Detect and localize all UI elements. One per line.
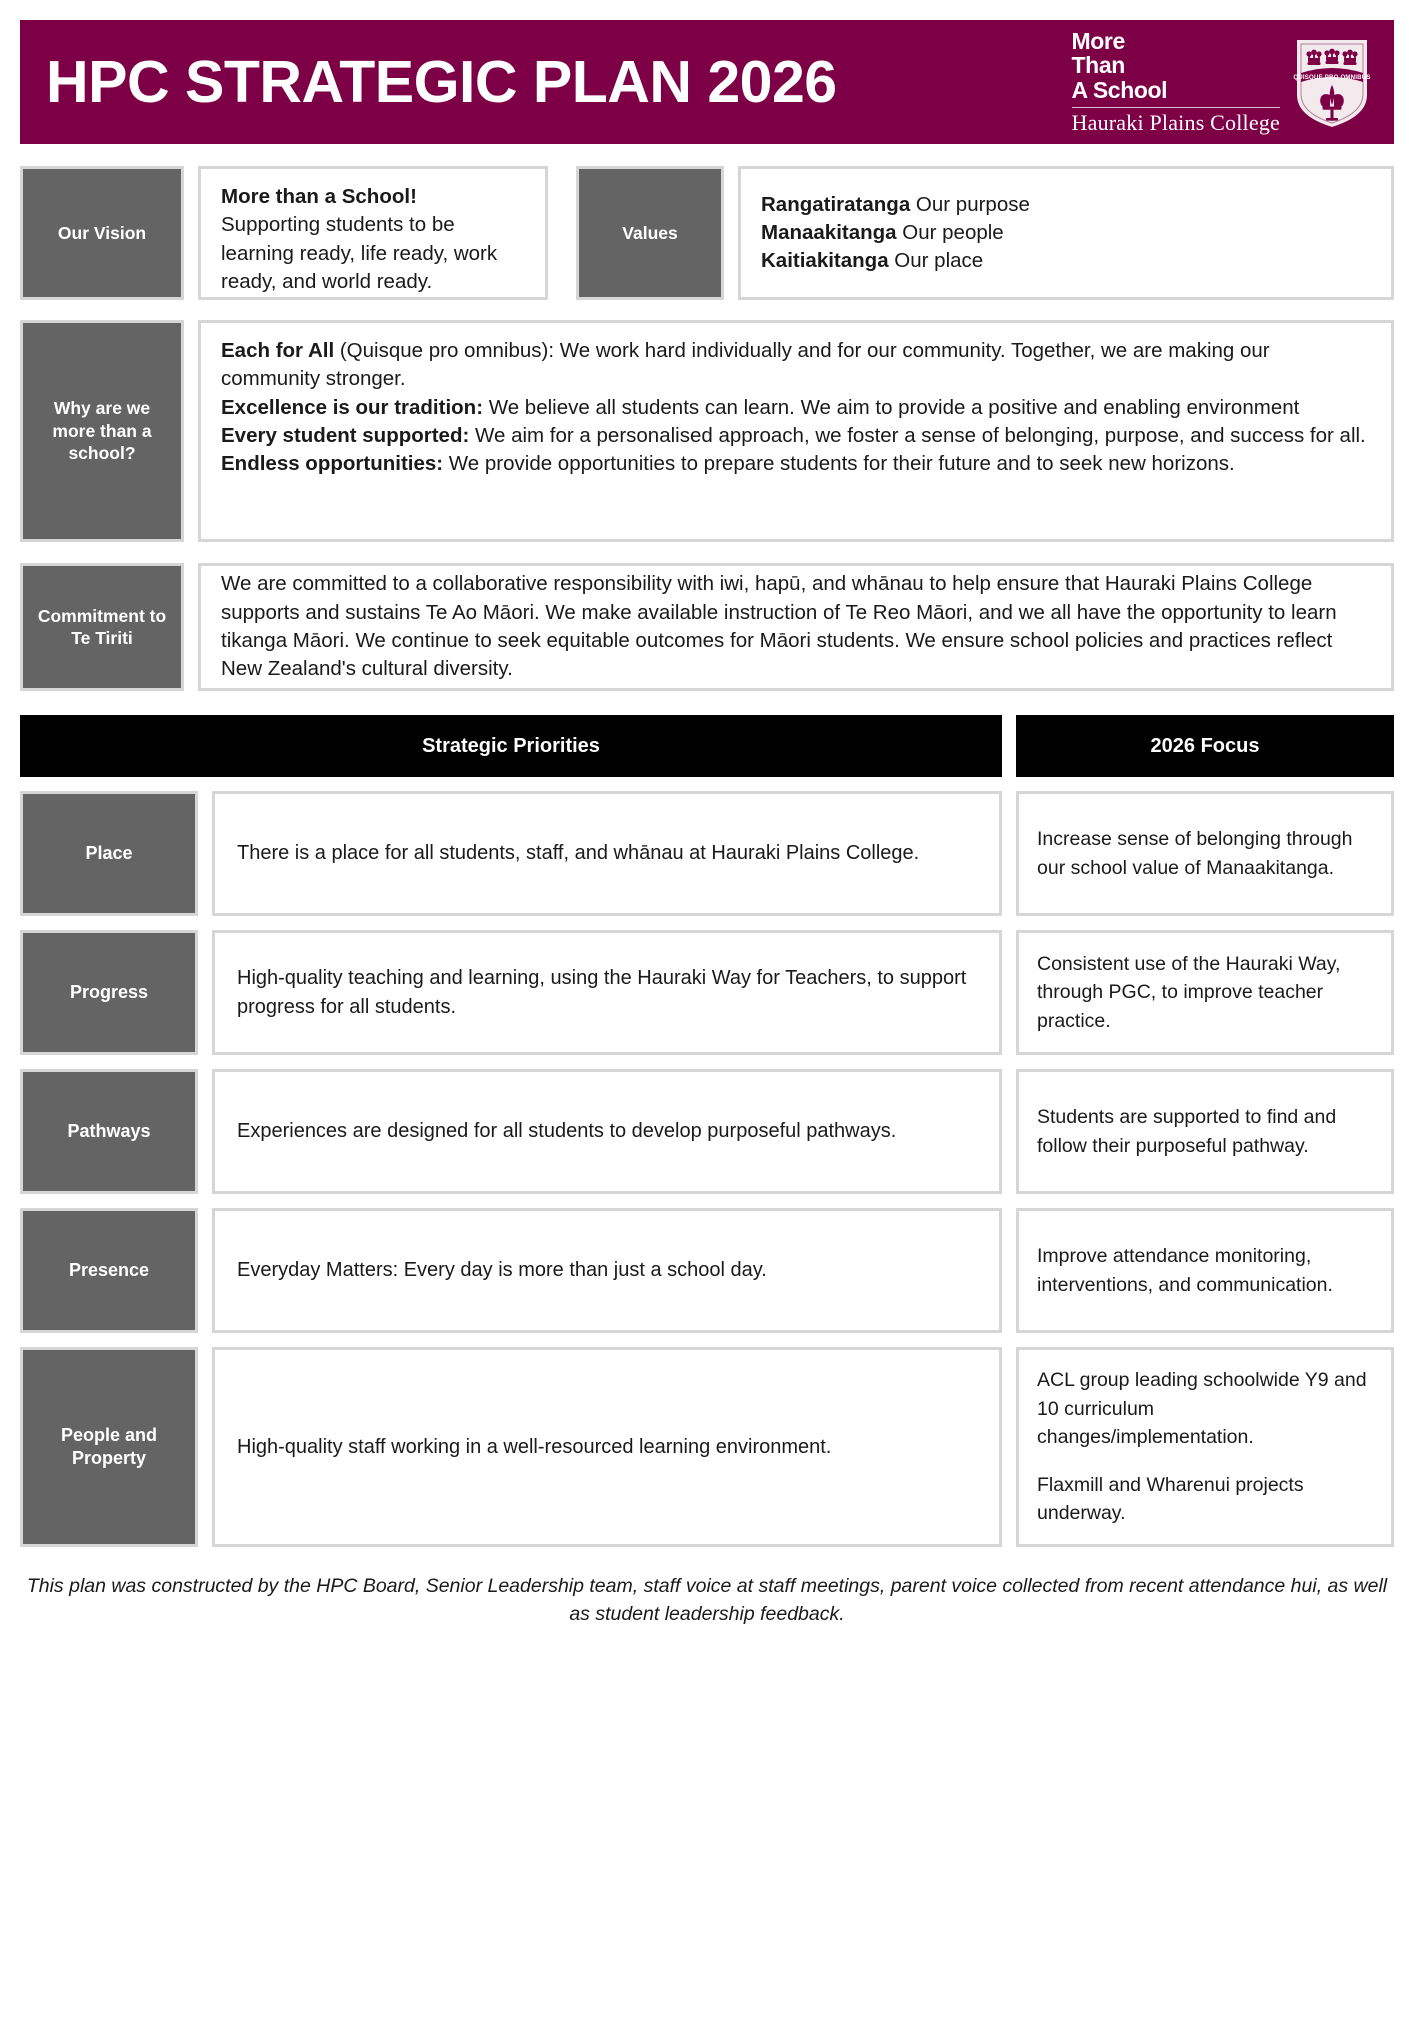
tiriti-row [20,563,1394,691]
focus-paragraph: Students are supported to find and follow their purposeful pathway. [1037,1106,1337,1157]
tiriti-content [198,563,1394,691]
why-term-2: Every student supported: [221,423,470,447]
why-content [198,320,1394,542]
vision-values-row [20,166,1394,300]
focus-paragraph: Increase sense of belonging through our school value of Manaakitanga. [1037,828,1353,879]
page-title: HPC STRATEGIC PLAN 2026 [46,48,837,115]
why-gloss-1: We believe all students can learn. We aim to provide a positive and enabling environment [483,395,1300,419]
vision-label: Our Vision [20,166,184,300]
why-gloss-0: (Quisque pro omnibus): We work hard individually and for our community. Together, we are making our community stronger. [221,339,1270,391]
vision-content [198,166,548,300]
school-crest-icon [1290,33,1374,131]
why-label: Why are we more than a school? [20,320,184,542]
strategic-priorities-header: Strategic Priorities [20,715,1002,777]
priority-focus-pathways [1016,1069,1394,1194]
priority-focus-people-and-property [1016,1347,1394,1547]
priority-description-progress: High-quality teaching and learning, using the Hauraki Way for Teachers, to support progress for all students. [212,930,1002,1055]
logo-line-a-school: A School [1071,76,1168,103]
value-gloss-0: Our purpose [910,192,1030,216]
logo-school-name: Hauraki Plains College [1071,109,1280,135]
tiriti-body: We are committed to a collaborative responsibility with iwi, hapū, and whānau to help ensure that Hauraki Plains College supports and sustains Te Ao Māori. We make available instruction of Te Reo Māori, and we all have the opportunity to learn tikanga Māori. We continue to seek equitable outcomes for Māori students. We ensure school policies and practices reflect New Zealand's cultural diversity. [221,572,1337,681]
focus-paragraph: Improve attendance monitoring, interventions, and communication. [1037,1245,1333,1296]
table-row [20,1208,1394,1333]
table-row [20,1069,1394,1194]
page-header-banner [20,20,1394,144]
priority-label-place: Place [20,791,198,916]
priority-focus-presence [1016,1208,1394,1333]
why-term-3: Endless opportunities: [221,452,444,476]
value-gloss-1: Our people [896,220,1004,244]
values-content [738,166,1394,300]
logo-line-than: Than [1071,52,1125,79]
value-term-1: Manaakitanga [761,220,897,244]
priority-focus-progress [1016,930,1394,1055]
logo-line-more: More [1071,27,1125,54]
focus-paragraph: Flaxmill and Wharenui projects underway. [1037,1474,1304,1525]
focus-header: 2026 Focus [1016,715,1394,777]
priority-description-presence: Everyday Matters: Every day is more than just a school day. [212,1208,1002,1333]
table-row [20,791,1394,916]
footer-note: This plan was constructed by the HPC Board, Senior Leadership team, staff voice at staff meetings, parent voice collected from recent attendance hui, as well as student leadership feedback. [26,1575,1388,1625]
vision-heading: More than a School! [221,185,417,208]
priority-description-place: There is a place for all students, staff, and whānau at Hauraki Plains College. [212,791,1002,916]
values-label: Values [576,166,724,300]
why-gloss-3: We provide opportunities to prepare students for their future and to seek new horizons. [443,452,1235,476]
logo-divider [1072,107,1280,108]
tiriti-label: Commitment to Te Tiriti [20,563,184,691]
value-term-2: Kaitiakitanga [761,249,889,273]
why-term-0: Each for All [221,339,335,362]
focus-paragraph: ACL group leading schoolwide Y9 and 10 curriculum changes/implementation. [1037,1369,1367,1448]
priority-description-pathways: Experiences are designed for all students to develop purposeful pathways. [212,1069,1002,1194]
priority-label-pathways: Pathways [20,1069,198,1194]
priority-description-people-and-property: High-quality staff working in a well-resourced learning environment. [212,1347,1002,1547]
crest-motto-text: QUISQUE PRO OMNIBUS [1293,74,1371,81]
priority-focus-place [1016,791,1394,916]
logo-wordmark [1072,29,1280,135]
why-row [20,320,1394,542]
focus-paragraph: Consistent use of the Hauraki Way, through PGC, to improve teacher practice. [1037,953,1341,1032]
table-header-row [20,715,1394,777]
value-term-0: Rangatiratanga [761,192,911,216]
table-row [20,930,1394,1055]
strategic-plan-page [0,20,1414,2020]
why-term-1: Excellence is our tradition: [221,395,484,419]
vision-body: Supporting students to be learning ready, life ready, work ready, and world ready. [221,213,498,293]
why-gloss-2: We aim for a personalised approach, we foster a sense of belonging, purpose, and success for all. [469,423,1366,447]
priority-label-presence: Presence [20,1208,198,1333]
priority-label-progress: Progress [20,930,198,1055]
table-row [20,1347,1394,1547]
value-gloss-2: Our place [888,249,984,273]
school-logo [1072,29,1380,135]
priority-label-people-and-property: People and Property [20,1347,198,1547]
